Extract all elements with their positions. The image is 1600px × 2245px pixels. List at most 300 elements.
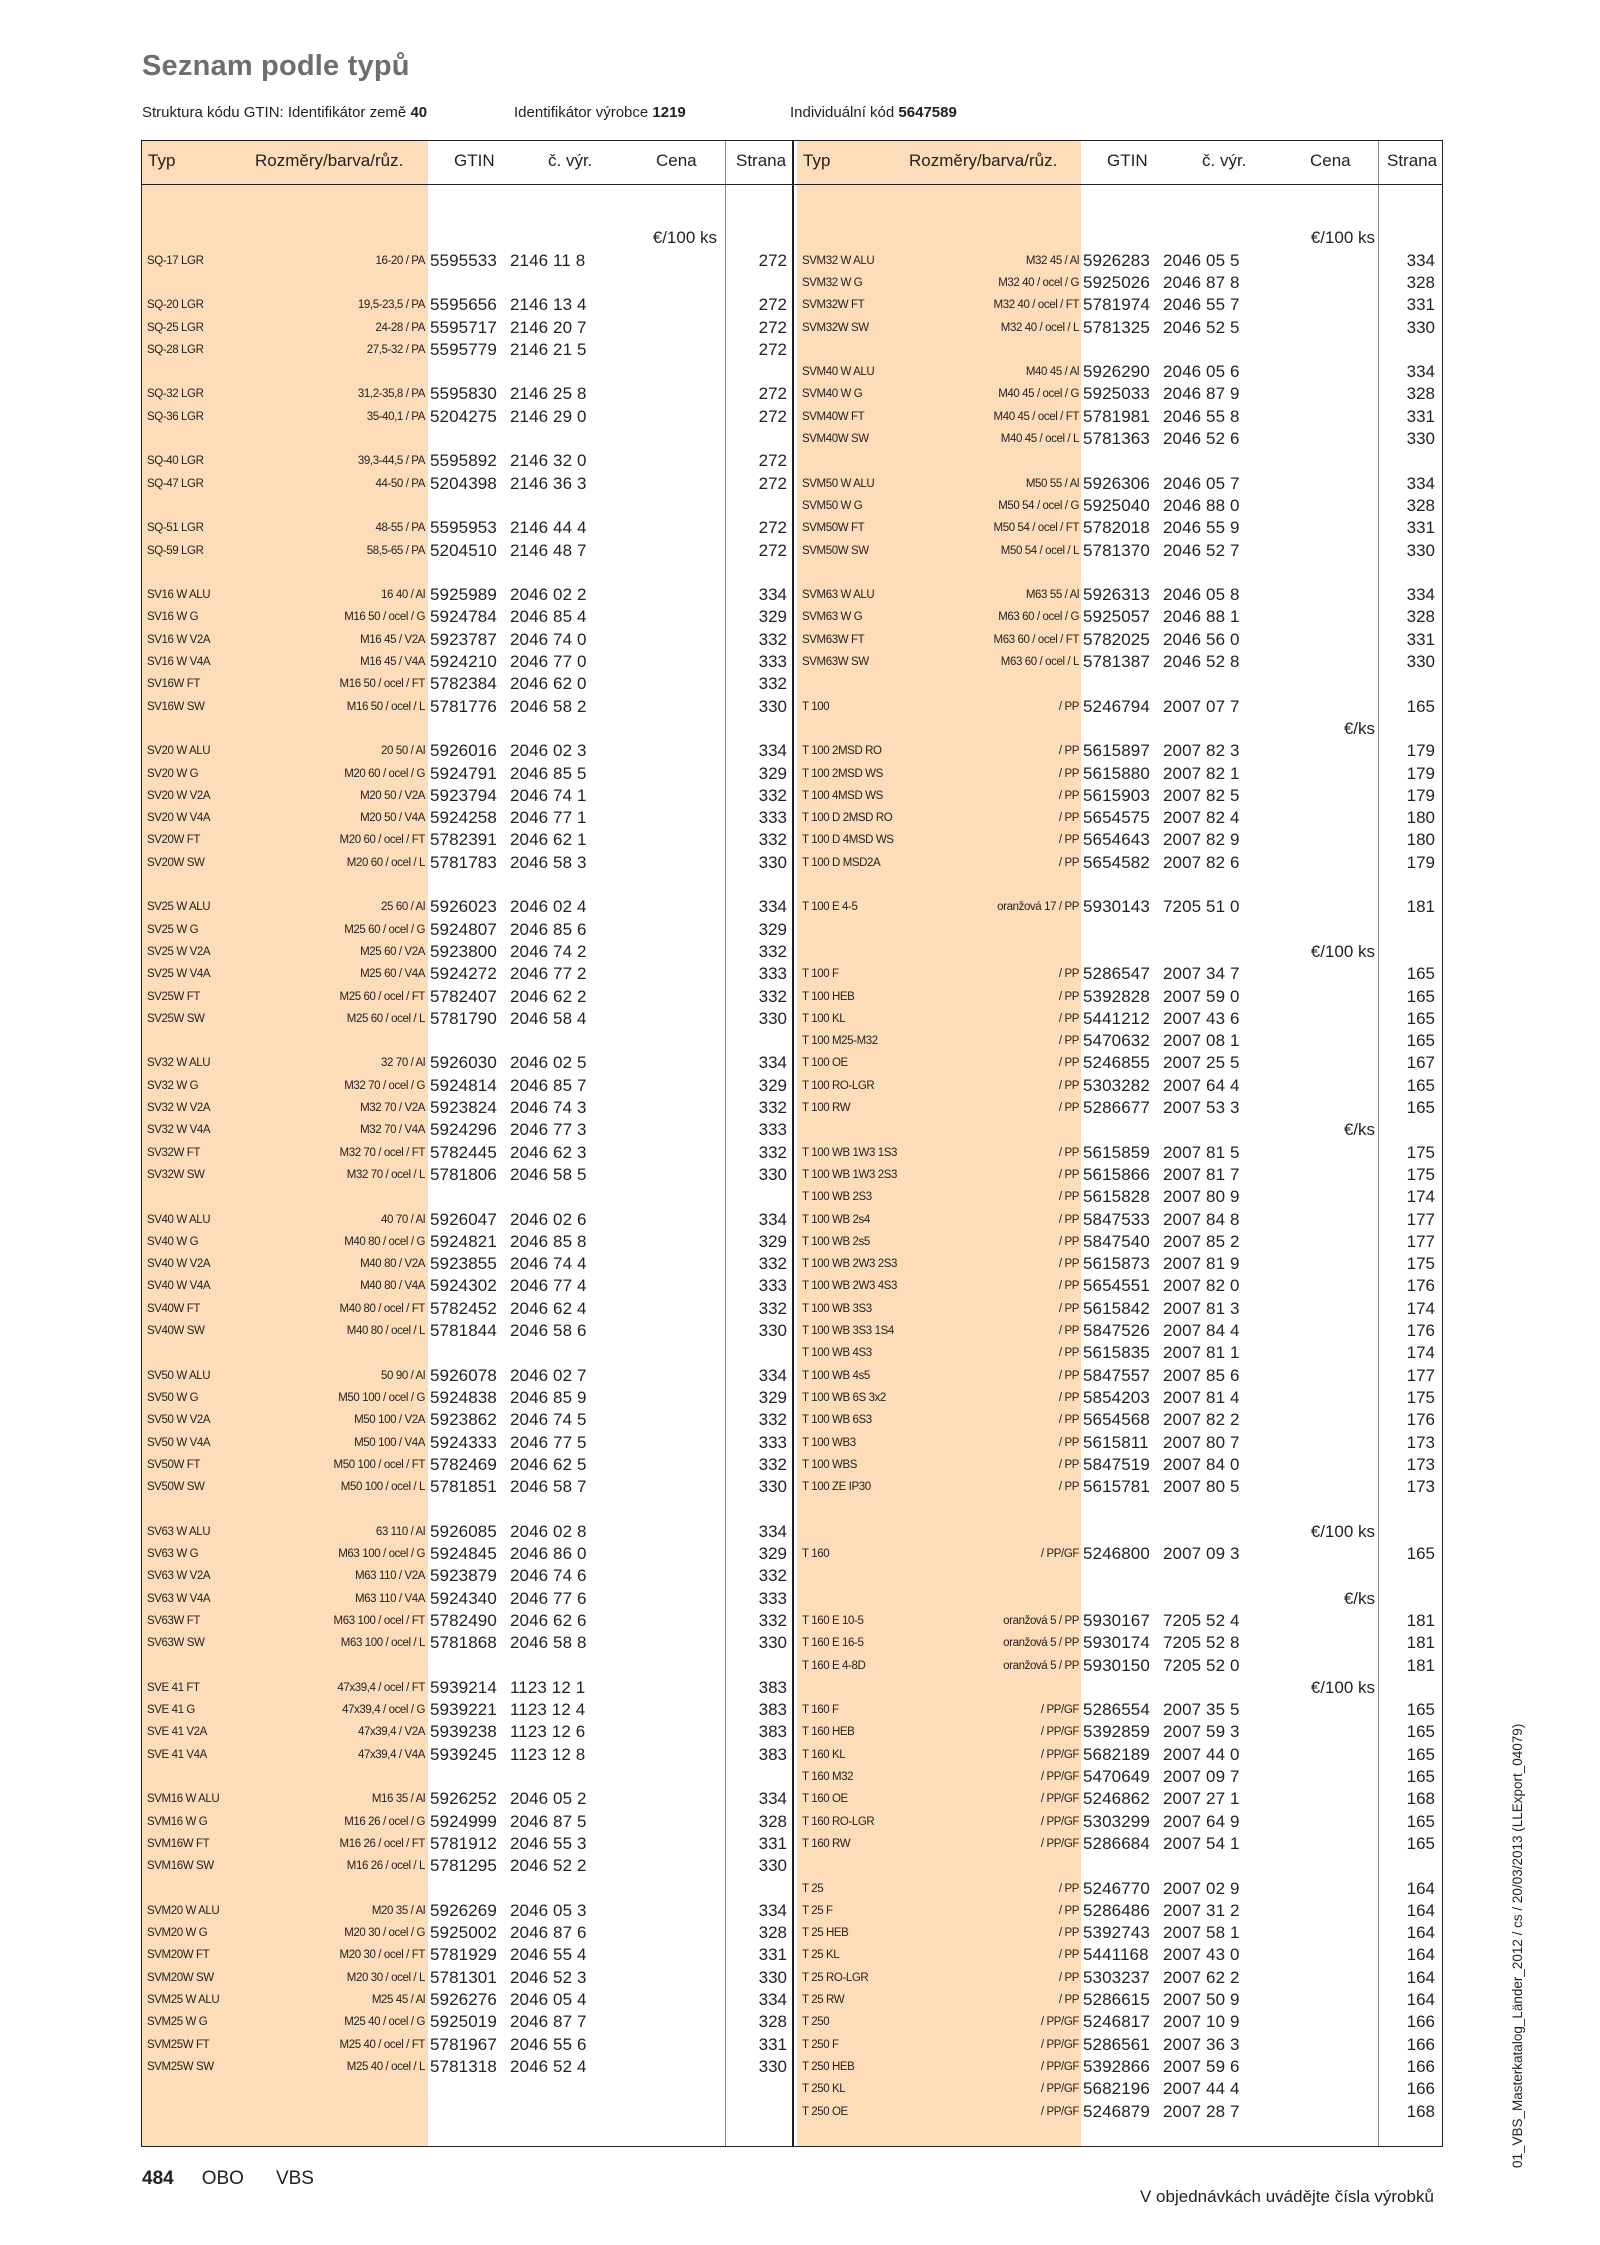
row-type: SVE 41 G — [147, 1704, 195, 1717]
row-item-number: 2046 87 8 — [1163, 272, 1240, 292]
row-type: T 100 RW — [802, 1102, 851, 1114]
side-export-text: 01_VBS_Masterkatalog_Länder_2012 / cs / 20/03/2013 (LLExport_04079) — [1510, 1723, 1525, 2168]
row-gtin: 5939238 — [430, 1722, 497, 1742]
row-type: SV25 W V4A — [147, 968, 211, 981]
row-dimensions: 58,5-65 / PA — [366, 544, 425, 557]
row-item-number: 2146 21 5 — [510, 339, 587, 359]
row-page-ref: 330 — [758, 1164, 787, 1184]
row-item-number: 2046 52 5 — [1163, 317, 1240, 337]
row-type: T 100 WB3 — [802, 1436, 856, 1449]
row-gtin: 5924791 — [430, 763, 497, 783]
row-dimensions: / PP/GF — [1040, 2083, 1079, 2096]
row-gtin: 5847533 — [1083, 1209, 1150, 1229]
row-page-ref: 328 — [1406, 495, 1435, 515]
row-item-number: 2046 52 6 — [1163, 429, 1240, 448]
row-type: SQ-40 LGR — [147, 455, 204, 468]
row-item-number: 2046 55 3 — [510, 1833, 587, 1853]
row-page-ref: 173 — [1406, 1454, 1435, 1474]
row-page-ref: 165 — [1406, 696, 1435, 716]
row-type: SV32 W V4A — [147, 1124, 211, 1137]
row-type: SVM63 W ALU — [802, 589, 875, 602]
row-page-ref: 272 — [758, 473, 787, 493]
row-page-ref: 332 — [758, 830, 787, 850]
row-gtin: 5303237 — [1083, 1967, 1150, 1987]
row-type: T 100 WB 2W3 4S3 — [802, 1280, 898, 1293]
page-title: Seznam podle typů — [142, 50, 410, 82]
header-gtin: GTIN — [454, 151, 495, 170]
row-item-number: 2007 43 6 — [1163, 1008, 1240, 1028]
row-item-number: 2046 58 2 — [510, 696, 587, 716]
row-dimensions: oranžová 17 / PP — [997, 901, 1079, 914]
row-page-ref: 173 — [1406, 1477, 1435, 1497]
row-gtin: 5246862 — [1083, 1789, 1150, 1809]
row-page-ref: 332 — [758, 1410, 787, 1430]
row-gtin: 5246800 — [1083, 1544, 1150, 1563]
row-item-number: 2046 88 1 — [1163, 607, 1240, 627]
row-gtin: 5615897 — [1083, 741, 1150, 761]
row-type: SVM40W FT — [802, 410, 865, 423]
row-type: T 160 E 10-5 — [802, 1614, 864, 1627]
row-page-ref: 164 — [1406, 1878, 1435, 1898]
row-gtin: 5924340 — [430, 1588, 497, 1608]
row-item-number: 2046 55 7 — [1163, 295, 1240, 315]
row-type: SV20 W V2A — [147, 789, 211, 802]
row-type: SVM40 W ALU — [802, 366, 875, 379]
row-page-ref: 383 — [758, 1700, 787, 1720]
row-type: SV50 W ALU — [147, 1369, 211, 1382]
row-gtin: 5204510 — [430, 540, 497, 560]
row-gtin: 5286615 — [1083, 1990, 1150, 2009]
row-dimensions: / PP/GF — [1040, 2105, 1079, 2118]
price-unit-label: €/100 ks — [1310, 228, 1375, 248]
row-gtin: 5781806 — [430, 1164, 497, 1184]
row-item-number: 2046 02 4 — [510, 897, 587, 917]
row-item-number: 2046 74 1 — [510, 785, 587, 805]
row-dimensions: M25 60 / V2A — [360, 945, 425, 958]
row-gtin: 5286547 — [1083, 964, 1150, 984]
row-gtin: 5923800 — [430, 941, 497, 961]
row-gtin: 5781851 — [430, 1477, 497, 1497]
row-type: SVM16 W ALU — [147, 1793, 220, 1806]
row-dimensions: M25 60 / ocel / FT — [339, 990, 425, 1003]
row-item-number: 2146 20 7 — [510, 317, 587, 337]
row-gtin: 5682189 — [1083, 1744, 1150, 1764]
row-item-number: 2046 02 7 — [510, 1365, 587, 1385]
row-dimensions: M50 100 / V2A — [354, 1414, 425, 1427]
row-page-ref: 166 — [1406, 2056, 1435, 2076]
row-gtin: 5924999 — [430, 1811, 497, 1831]
row-page-ref: 329 — [758, 1075, 787, 1095]
row-item-number: 2007 81 3 — [1163, 1298, 1240, 1318]
row-item-number: 2046 52 3 — [510, 1967, 587, 1987]
row-gtin: 5930150 — [1083, 1655, 1150, 1675]
row-type: SV20W SW — [147, 856, 205, 869]
row-gtin: 5782452 — [430, 1298, 497, 1318]
row-item-number: 2046 62 5 — [510, 1454, 587, 1474]
row-type: SVE 41 V2A — [147, 1726, 207, 1739]
row-gtin: 5595717 — [430, 317, 497, 337]
row-gtin: 5926085 — [430, 1521, 497, 1541]
row-item-number: 2007 54 1 — [1163, 1833, 1240, 1853]
row-type: T 100 WB 2S3 — [802, 1191, 872, 1204]
row-page-ref: 332 — [758, 629, 787, 649]
row-gtin: 5926030 — [430, 1053, 497, 1073]
row-page-ref: 331 — [1406, 295, 1435, 315]
row-dimensions: 27,5-32 / PA — [366, 343, 425, 356]
row-page-ref: 176 — [1406, 1276, 1435, 1296]
row-dimensions: / PP — [1058, 1347, 1079, 1360]
row-page-ref: 334 — [758, 741, 787, 761]
row-dimensions: M25 40 / ocel / G — [344, 2016, 425, 2029]
row-gtin: 5782445 — [430, 1142, 497, 1162]
row-dimensions: M50 100 / V4A — [354, 1436, 425, 1449]
row-page-ref: 330 — [758, 1477, 787, 1497]
row-gtin: 5782384 — [430, 674, 497, 694]
row-type: SV63 W V4A — [147, 1592, 211, 1605]
row-page-ref: 175 — [1406, 1254, 1435, 1274]
row-dimensions: / PP — [1058, 1927, 1079, 1940]
row-page-ref: 334 — [758, 1900, 787, 1920]
row-dimensions: / PP — [1058, 1258, 1079, 1271]
row-dimensions: M40 80 / V2A — [360, 1258, 425, 1271]
row-type: T 160 HEB — [802, 1726, 855, 1739]
row-dimensions: M16 50 / ocel / G — [344, 611, 425, 624]
row-gtin: 5926306 — [1083, 473, 1150, 493]
row-item-number: 2007 62 2 — [1163, 1967, 1240, 1987]
row-gtin: 5782407 — [430, 986, 497, 1006]
column-divider — [792, 141, 794, 2146]
row-page-ref: 177 — [1406, 1231, 1435, 1251]
row-page-ref: 329 — [758, 1387, 787, 1407]
row-gtin: 5847540 — [1083, 1231, 1150, 1251]
row-dimensions: M50 100 / ocel / FT — [333, 1458, 425, 1471]
header-cena: Cena — [1310, 151, 1351, 170]
row-gtin: 5926290 — [1083, 362, 1150, 382]
row-item-number: 2046 87 6 — [510, 1923, 587, 1943]
row-type: SV40 W ALU — [147, 1213, 211, 1226]
row-type: T 25 F — [802, 1904, 833, 1917]
row-gtin: 5781363 — [1083, 429, 1150, 448]
row-dimensions: / PP — [1058, 1035, 1079, 1048]
row-gtin: 5615873 — [1083, 1254, 1150, 1274]
row-gtin: 5441212 — [1083, 1008, 1150, 1028]
row-page-ref: 332 — [758, 1098, 787, 1117]
row-type: SV50W SW — [147, 1481, 205, 1494]
row-gtin: 5781370 — [1083, 540, 1150, 560]
row-gtin: 5924821 — [430, 1231, 497, 1251]
row-gtin: 5286554 — [1083, 1700, 1150, 1720]
row-item-number: 2046 02 2 — [510, 585, 587, 605]
row-item-number: 7205 52 4 — [1163, 1610, 1240, 1630]
row-type: T 250 — [802, 2016, 830, 2029]
row-page-ref: 272 — [758, 384, 787, 404]
row-page-ref: 165 — [1406, 1544, 1435, 1563]
row-dimensions: M50 54 / ocel / G — [998, 499, 1079, 512]
row-item-number: 2007 34 7 — [1163, 964, 1240, 984]
row-type: T 100 D MSD2A — [802, 856, 881, 869]
row-dimensions: / PP — [1058, 1391, 1079, 1404]
row-item-number: 1123 12 1 — [510, 1677, 586, 1697]
row-dimensions: / PP/GF — [1040, 1815, 1079, 1828]
row-item-number: 2007 80 7 — [1163, 1432, 1240, 1452]
row-type: T 100 WB 4s5 — [802, 1369, 870, 1382]
row-type: SV50 W G — [147, 1391, 199, 1404]
row-dimensions: 47x39,4 / ocel / G — [342, 1704, 425, 1717]
row-dimensions: M63 55 / Al — [1025, 589, 1079, 602]
row-page-ref: 334 — [758, 1365, 787, 1385]
row-dimensions: M32 40 / ocel / L — [1000, 321, 1079, 334]
row-type: SV32 W V2A — [147, 1102, 211, 1114]
row-dimensions: / PP — [1058, 812, 1079, 825]
row-item-number: 2007 82 6 — [1163, 852, 1240, 872]
row-type: T 100 F — [802, 968, 839, 981]
row-dimensions: M63 100 / ocel / FT — [333, 1614, 425, 1627]
row-item-number: 2046 58 4 — [510, 1008, 587, 1028]
row-page-ref: 329 — [758, 1544, 787, 1563]
row-dimensions: / PP/GF — [1040, 1726, 1079, 1739]
row-gtin: 5246817 — [1083, 2012, 1150, 2032]
row-item-number: 2007 85 2 — [1163, 1231, 1240, 1251]
row-type: T 100 2MSD WS — [802, 767, 883, 780]
row-dimensions: M25 40 / ocel / FT — [339, 2038, 425, 2051]
row-page-ref: 332 — [758, 1298, 787, 1318]
row-gtin: 5303299 — [1083, 1811, 1150, 1831]
row-dimensions: M20 35 / Al — [371, 1904, 425, 1917]
row-item-number: 2007 82 2 — [1163, 1410, 1240, 1430]
row-gtin: 5781301 — [430, 1967, 497, 1987]
row-item-number: 2007 25 5 — [1163, 1053, 1240, 1073]
row-type: SV16W SW — [147, 700, 205, 713]
row-type: SV25 W V2A — [147, 945, 211, 958]
row-type: SVM25 W ALU — [147, 1994, 220, 2006]
row-type: T 25 HEB — [802, 1927, 849, 1940]
row-item-number: 2007 07 7 — [1163, 696, 1240, 716]
row-dimensions: M16 45 / V4A — [360, 656, 425, 668]
row-item-number: 2046 74 2 — [510, 941, 587, 961]
row-item-number: 2007 08 1 — [1163, 1031, 1240, 1051]
row-item-number: 2046 58 3 — [510, 852, 587, 872]
footer-section: VBS — [275, 2168, 314, 2189]
row-type: SVM16 W G — [147, 1815, 208, 1828]
row-item-number: 7205 52 0 — [1163, 1655, 1240, 1675]
row-gtin: 5204275 — [430, 406, 497, 426]
row-dimensions: oranžová 5 / PP — [1003, 1637, 1079, 1650]
row-page-ref: 173 — [1406, 1432, 1435, 1452]
row-type: SVM32W FT — [802, 299, 865, 312]
row-dimensions: M40 45 / ocel / FT — [993, 410, 1079, 423]
row-item-number: 2007 09 7 — [1163, 1767, 1240, 1786]
row-type: T 160 RW — [802, 1837, 851, 1850]
row-page-ref: 179 — [1406, 852, 1435, 872]
row-type: T 100 4MSD WS — [802, 789, 883, 802]
row-dimensions: 39,3-44,5 / PA — [357, 455, 425, 468]
row-gtin: 5654568 — [1083, 1410, 1150, 1430]
row-dimensions: / PP/GF — [1040, 1793, 1079, 1806]
row-type: SQ-17 LGR — [147, 254, 204, 267]
row-type: SV63 W V2A — [147, 1570, 211, 1583]
row-item-number: 2046 74 4 — [510, 1254, 587, 1274]
row-type: SVM25W FT — [147, 2038, 210, 2051]
row-item-number: 2007 84 8 — [1163, 1209, 1240, 1229]
row-dimensions: 47x39,4 / V4A — [357, 1748, 425, 1761]
row-type: SV40 W V4A — [147, 1280, 211, 1293]
row-page-ref: 180 — [1406, 830, 1435, 850]
row-dimensions: / PP — [1058, 1414, 1079, 1427]
row-page-ref: 272 — [758, 250, 787, 270]
row-dimensions: M40 80 / V4A — [360, 1280, 425, 1293]
row-dimensions: / PP/GF — [1040, 2060, 1079, 2073]
row-page-ref: 332 — [758, 941, 787, 961]
row-gtin: 5286677 — [1083, 1098, 1150, 1117]
row-dimensions: / PP/GF — [1040, 2016, 1079, 2029]
row-type: T 100 WB 3S3 1S4 — [802, 1325, 894, 1337]
row-page-ref: 174 — [1406, 1298, 1435, 1318]
row-item-number: 2046 58 8 — [510, 1633, 587, 1653]
row-item-number: 2046 77 0 — [510, 652, 587, 671]
row-gtin: 5854203 — [1083, 1387, 1150, 1407]
row-gtin: 5654551 — [1083, 1276, 1150, 1296]
header-typ: Typ — [803, 151, 831, 170]
row-type: SV32 W G — [147, 1079, 199, 1092]
row-type: SVM32W SW — [802, 321, 869, 334]
row-gtin: 5615866 — [1083, 1164, 1150, 1184]
row-type: SV16 W V2A — [147, 633, 211, 646]
row-gtin: 5204398 — [430, 473, 497, 493]
row-dimensions: / PP — [1058, 767, 1079, 780]
row-gtin: 5781868 — [430, 1633, 497, 1653]
row-dimensions: / PP — [1058, 745, 1079, 758]
row-dimensions: / PP — [1058, 1168, 1079, 1181]
row-dimensions: M50 55 / Al — [1025, 477, 1079, 490]
row-page-ref: 181 — [1406, 1633, 1435, 1653]
row-item-number: 2046 74 0 — [510, 629, 587, 649]
row-item-number: 2046 62 3 — [510, 1142, 587, 1162]
row-gtin: 5781974 — [1083, 295, 1150, 315]
row-dimensions: M16 50 / ocel / FT — [339, 678, 425, 691]
row-gtin: 5392859 — [1083, 1722, 1150, 1742]
row-dimensions: / PP — [1058, 1882, 1079, 1895]
row-item-number: 2046 62 2 — [510, 986, 587, 1006]
row-type: T 100 WBS — [802, 1458, 857, 1471]
row-item-number: 2146 36 3 — [510, 473, 587, 493]
row-page-ref: 333 — [758, 652, 787, 671]
price-unit-label: €/100 ks — [1310, 1677, 1375, 1697]
row-page-ref: 168 — [1406, 2101, 1435, 2121]
row-type: SV63 W G — [147, 1548, 199, 1560]
row-type: SV20 W G — [147, 767, 199, 780]
row-dimensions: / PP/GF — [1040, 1748, 1079, 1761]
row-item-number: 7205 51 0 — [1163, 897, 1240, 917]
row-item-number: 2046 02 6 — [510, 1209, 587, 1229]
row-page-ref: 164 — [1406, 1967, 1435, 1987]
row-gtin: 5924845 — [430, 1544, 497, 1563]
row-gtin: 5925033 — [1083, 384, 1150, 404]
row-page-ref: 332 — [758, 986, 787, 1006]
row-type: T 100 D 4MSD WS — [802, 834, 894, 847]
row-gtin: 5615859 — [1083, 1142, 1150, 1162]
row-item-number: 2146 29 0 — [510, 406, 587, 426]
row-page-ref: 334 — [1406, 250, 1435, 270]
row-dimensions: / PP — [1058, 1146, 1079, 1159]
row-item-number: 2046 62 1 — [510, 830, 587, 850]
price-unit-label: €/ks — [1343, 718, 1375, 738]
row-type: SV25W SW — [147, 1012, 205, 1025]
row-item-number: 2046 05 5 — [1163, 250, 1240, 270]
row-page-ref: 175 — [1406, 1164, 1435, 1184]
row-type: SQ-36 LGR — [147, 410, 204, 423]
row-dimensions: M16 26 / ocel / L — [346, 1860, 425, 1873]
row-gtin: 5781967 — [430, 2034, 497, 2054]
header-cislo: č. výr. — [1202, 151, 1247, 170]
row-item-number: 2046 02 8 — [510, 1521, 587, 1541]
row-type: T 160 F — [802, 1704, 839, 1717]
row-type: T 160 KL — [802, 1748, 846, 1761]
row-gtin: 5925989 — [430, 585, 497, 605]
row-gtin: 5926283 — [1083, 250, 1150, 270]
type-list-table — [141, 140, 1443, 2147]
page-number: 484 — [142, 2168, 174, 2189]
row-type: SVM63W SW — [802, 656, 869, 668]
price-unit-label: €/ks — [1343, 1588, 1375, 1608]
row-type: SVM20 W G — [147, 1927, 208, 1940]
row-item-number: 2046 55 4 — [510, 1945, 587, 1965]
row-gtin: 5782018 — [1083, 518, 1150, 538]
row-item-number: 2046 52 2 — [510, 1856, 587, 1876]
row-page-ref: 330 — [1406, 429, 1435, 448]
row-type: T 100 KL — [802, 1012, 846, 1025]
row-page-ref: 330 — [758, 1008, 787, 1028]
row-page-ref: 167 — [1406, 1053, 1435, 1073]
row-item-number: 2046 74 5 — [510, 1410, 587, 1430]
row-item-number: 2046 05 6 — [1163, 362, 1240, 382]
row-dimensions: M40 80 / ocel / L — [346, 1325, 425, 1337]
row-gtin: 5782391 — [430, 830, 497, 850]
row-page-ref: 328 — [758, 1811, 787, 1831]
row-item-number: 2046 05 3 — [510, 1900, 587, 1920]
row-gtin: 5615903 — [1083, 785, 1150, 805]
row-item-number: 2046 77 3 — [510, 1120, 587, 1140]
row-item-number: 2046 77 4 — [510, 1276, 587, 1296]
row-dimensions: / PP — [1058, 1949, 1079, 1962]
row-type: SQ-20 LGR — [147, 299, 204, 312]
row-gtin: 5615828 — [1083, 1187, 1150, 1207]
row-item-number: 2046 56 0 — [1163, 629, 1240, 649]
row-dimensions: M16 26 / ocel / G — [344, 1815, 425, 1828]
row-gtin: 5595779 — [430, 339, 497, 359]
row-page-ref: 331 — [1406, 406, 1435, 426]
row-dimensions: / PP — [1058, 1235, 1079, 1248]
row-item-number: 2146 48 7 — [510, 540, 587, 560]
footer-note: V objednávkách uvádějte čísla výrobků — [1140, 2187, 1434, 2206]
row-dimensions: oranžová 5 / PP — [1003, 1614, 1079, 1627]
row-page-ref: 329 — [758, 763, 787, 783]
row-gtin: 5392828 — [1083, 986, 1150, 1006]
row-item-number: 2146 32 0 — [510, 451, 587, 471]
row-dimensions: M63 110 / V2A — [354, 1570, 425, 1583]
row-gtin: 5615880 — [1083, 763, 1150, 783]
row-dimensions: / PP — [1058, 1102, 1079, 1114]
row-type: SVM25W SW — [147, 2060, 214, 2073]
row-dimensions: 35-40,1 / PA — [366, 410, 425, 423]
row-page-ref: 333 — [758, 808, 787, 828]
row-type: SQ-25 LGR — [147, 321, 204, 334]
row-gtin: 5782490 — [430, 1610, 497, 1630]
row-dimensions: 47x39,4 / V2A — [357, 1726, 425, 1739]
row-page-ref: 330 — [758, 696, 787, 716]
row-dimensions: M32 40 / ocel / FT — [993, 299, 1079, 312]
row-dimensions: M32 70 / V4A — [360, 1124, 425, 1137]
row-gtin: 5926276 — [430, 1990, 497, 2009]
